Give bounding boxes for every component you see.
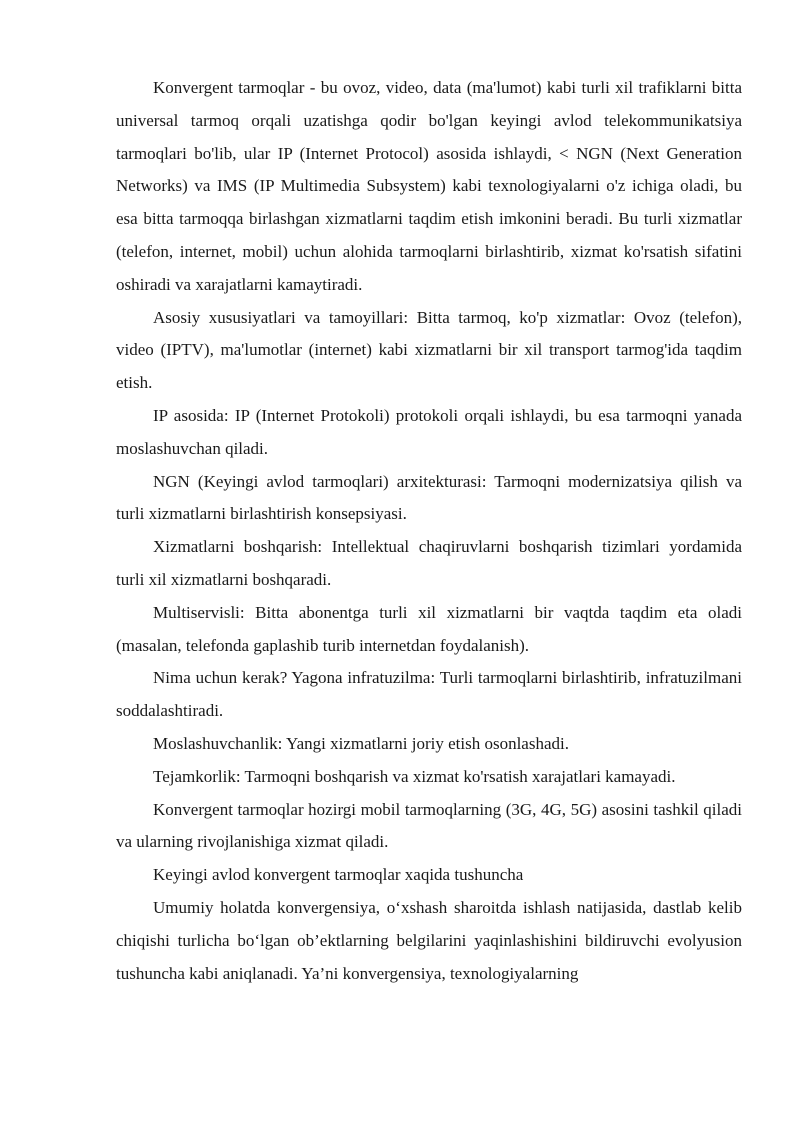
paragraph-flexibility: Moslashuvchanlik: Yangi xizmatlarni joriy etish osonlashadi. bbox=[153, 733, 569, 753]
paragraph-service-management: Xizmatlarni boshqarish: Intellektual chaqiruvlarni boshqarish tizimlari yordamida turli xil xizmatlarni boshqaradi. bbox=[116, 537, 742, 589]
paragraph-ip-based: IP asosida: IP (Internet Protokoli) protokoli orqali ishlaydi, bu esa tarmoqni yanada moslashuvchan qiladi. bbox=[116, 405, 742, 458]
paragraph-ngn-architecture: NGN (Keyingi avlod tarmoqlari) arxitekturasi: Tarmoqni modernizatsiya qilish va turli xizmatlarni birlashtirish konsepsiyasi. bbox=[116, 471, 742, 524]
paragraph-convergent-networks-definition: Konvergent tarmoqlar - bu ovoz, video, data (ma'lumot) kabi turli xil trafiklarni bitta universal tarmoq orqali uzatishga qodir bo'lgan keyingi avlod telekommunikatsiya tarmoqlari bo'lib, ular IP (Internet Protocol) asosida ishlaydi, < NGN (Next Generation Networks) va IMS (IP Multimedia Subsystem) kabi texnologiyalarni o'z ichiga oladi, bu esa bitta tarmoqqa birlashgan xizmatlarni taqdim etish imkonini beradi. Bu turli xizmatlar (telefon, internet, mobil) uchun alohida tarmoqlarni birlashtirib, xizmat ko'rsatish sifatini oshiradi va xarajatlarni kamaytiradi. bbox=[116, 78, 742, 294]
paragraph-mobile-networks: Konvergent tarmoqlar hozirgi mobil tarmoqlarning (3G, 4G, 5G) asosini tashkil qiladi va ularning rivojlanishiga xizmat qiladi. bbox=[116, 799, 742, 852]
paragraph-section-heading: Keyingi avlod konvergent tarmoqlar xaqida tushuncha bbox=[153, 865, 524, 885]
paragraph-convergence-general: Umumiy holatda konvergensiya, o‘xshash sharoitda ishlash natijasida, dastlab kelib chiqishi turlicha bo‘lgan ob’ektlarning belgilarini yaqinlashishini bildiruvchi evolyusion tushuncha kabi aniqlanadi. Ya’ni konvergensiya, texnologiyalarning bbox=[116, 897, 742, 983]
paragraph-cost-efficiency: Tejamkorlik: Tarmoqni boshqarish va xizmat ko'rsatish xarajatlari kamayadi. bbox=[153, 766, 676, 786]
paragraph-multiservice: Multiservisli: Bitta abonentga turli xil xizmatlarni bir vaqtda taqdim eta oladi (masalan, telefonda gaplashib turib internetdan foydalanish). bbox=[116, 602, 742, 655]
paragraph-why-needed: Nima uchun kerak? Yagona infratuzilma: Turli tarmoqlarni birlashtirib, infratuzilmani soddalashtiradi. bbox=[116, 668, 742, 721]
document-page bbox=[116, 72, 742, 990]
paragraph-main-features: Asosiy xususiyatlari va tamoyillari: Bitta tarmoq, ko'p xizmatlar: Ovoz (telefon), video (IPTV), ma'lumotlar (internet) kabi xizmatlarni bir xil transport tarmog'ida taqdim etish. bbox=[116, 307, 742, 393]
